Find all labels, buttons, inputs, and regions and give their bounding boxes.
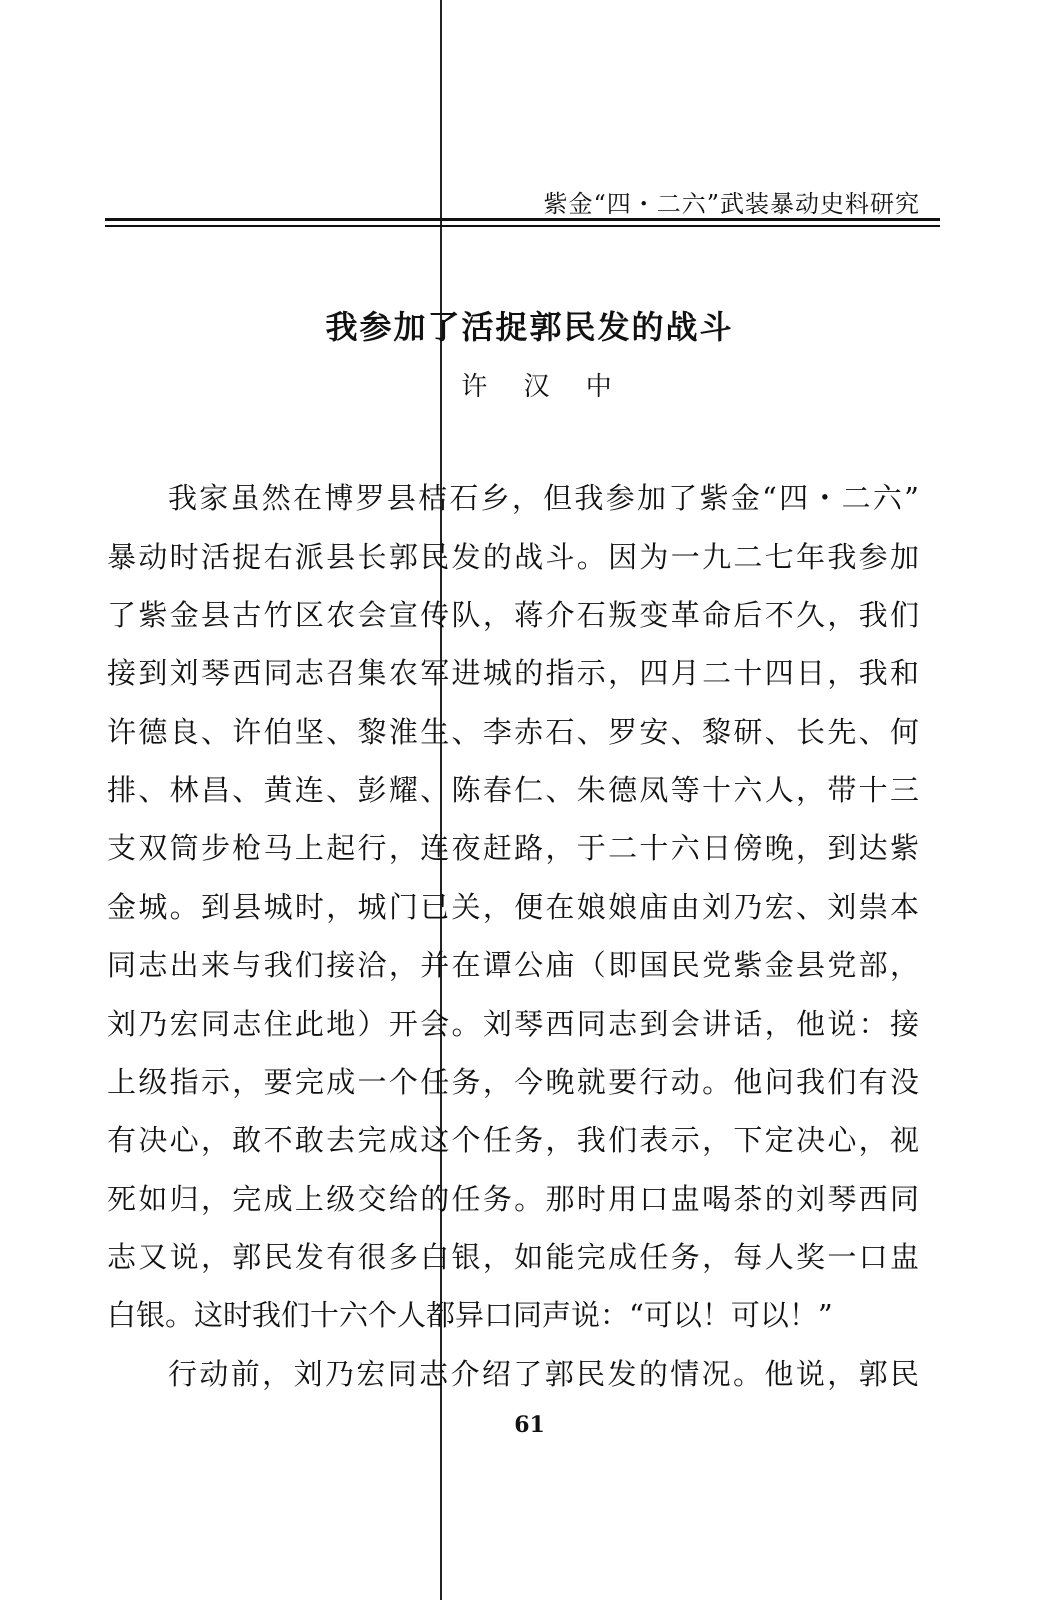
body-line: 白银。这时我们十六个人都异口同声说：“可以！可以！” bbox=[107, 1298, 833, 1332]
article-author: 许 汉 中 bbox=[461, 372, 626, 402]
body-line: 死如归，完成上级交给的任务。那时用口盅喝茶的刘琴西同 bbox=[107, 1182, 919, 1216]
body-line: 行动前，刘乃宏同志介绍了郭民发的情况。他说，郭民 bbox=[168, 1357, 919, 1391]
running-header: 紫金“四・二六”武装暴动史料研究 bbox=[543, 190, 920, 218]
article-title: 我参加了活捉郭民发的战斗 bbox=[325, 308, 734, 346]
body-line: 有决心，敢不敢去完成这个任务，我们表示，下定决心，视 bbox=[107, 1123, 919, 1157]
body-line: 支双筒步枪马上起行，连夜赶路，于二十六日傍晚，到达紫 bbox=[107, 831, 919, 865]
body-line: 同志出来与我们接洽，并在谭公庙（即国民党紫金县党部， bbox=[107, 948, 919, 982]
body-line: 暴动时活捉右派县长郭民发的战斗。因为一九二七年我参加 bbox=[107, 540, 919, 574]
body-line: 接到刘琴西同志召集农军进城的指示，四月二十四日，我和 bbox=[107, 656, 919, 690]
body-line: 排、林昌、黄连、彭耀、陈春仁、朱德凤等十六人，带十三 bbox=[107, 773, 919, 807]
body-line: 志又说，郭民发有很多白银，如能完成任务，每人奖一口盅 bbox=[107, 1240, 919, 1274]
header-rule-thin bbox=[105, 225, 940, 227]
page-number: 61 bbox=[514, 1412, 545, 1438]
body-line: 了紫金县古竹区农会宣传队，蒋介石叛变革命后不久，我们 bbox=[107, 598, 919, 632]
body-line: 金城。到县城时，城门已关，便在娘娘庙由刘乃宏、刘祟本 bbox=[107, 890, 919, 924]
header-rule-thick bbox=[105, 218, 940, 221]
body-line: 刘乃宏同志住此地）开会。刘琴西同志到会讲话，他说：接 bbox=[107, 1007, 919, 1041]
body-line: 我家虽然在博罗县桔石乡，但我参加了紫金“四・二六” bbox=[168, 481, 919, 515]
body-line: 上级指示，要完成一个任务，今晚就要行动。他问我们有没 bbox=[107, 1065, 919, 1099]
body-line: 许德良、许伯坚、黎淮生、李赤石、罗安、黎研、长先、何 bbox=[107, 715, 919, 749]
